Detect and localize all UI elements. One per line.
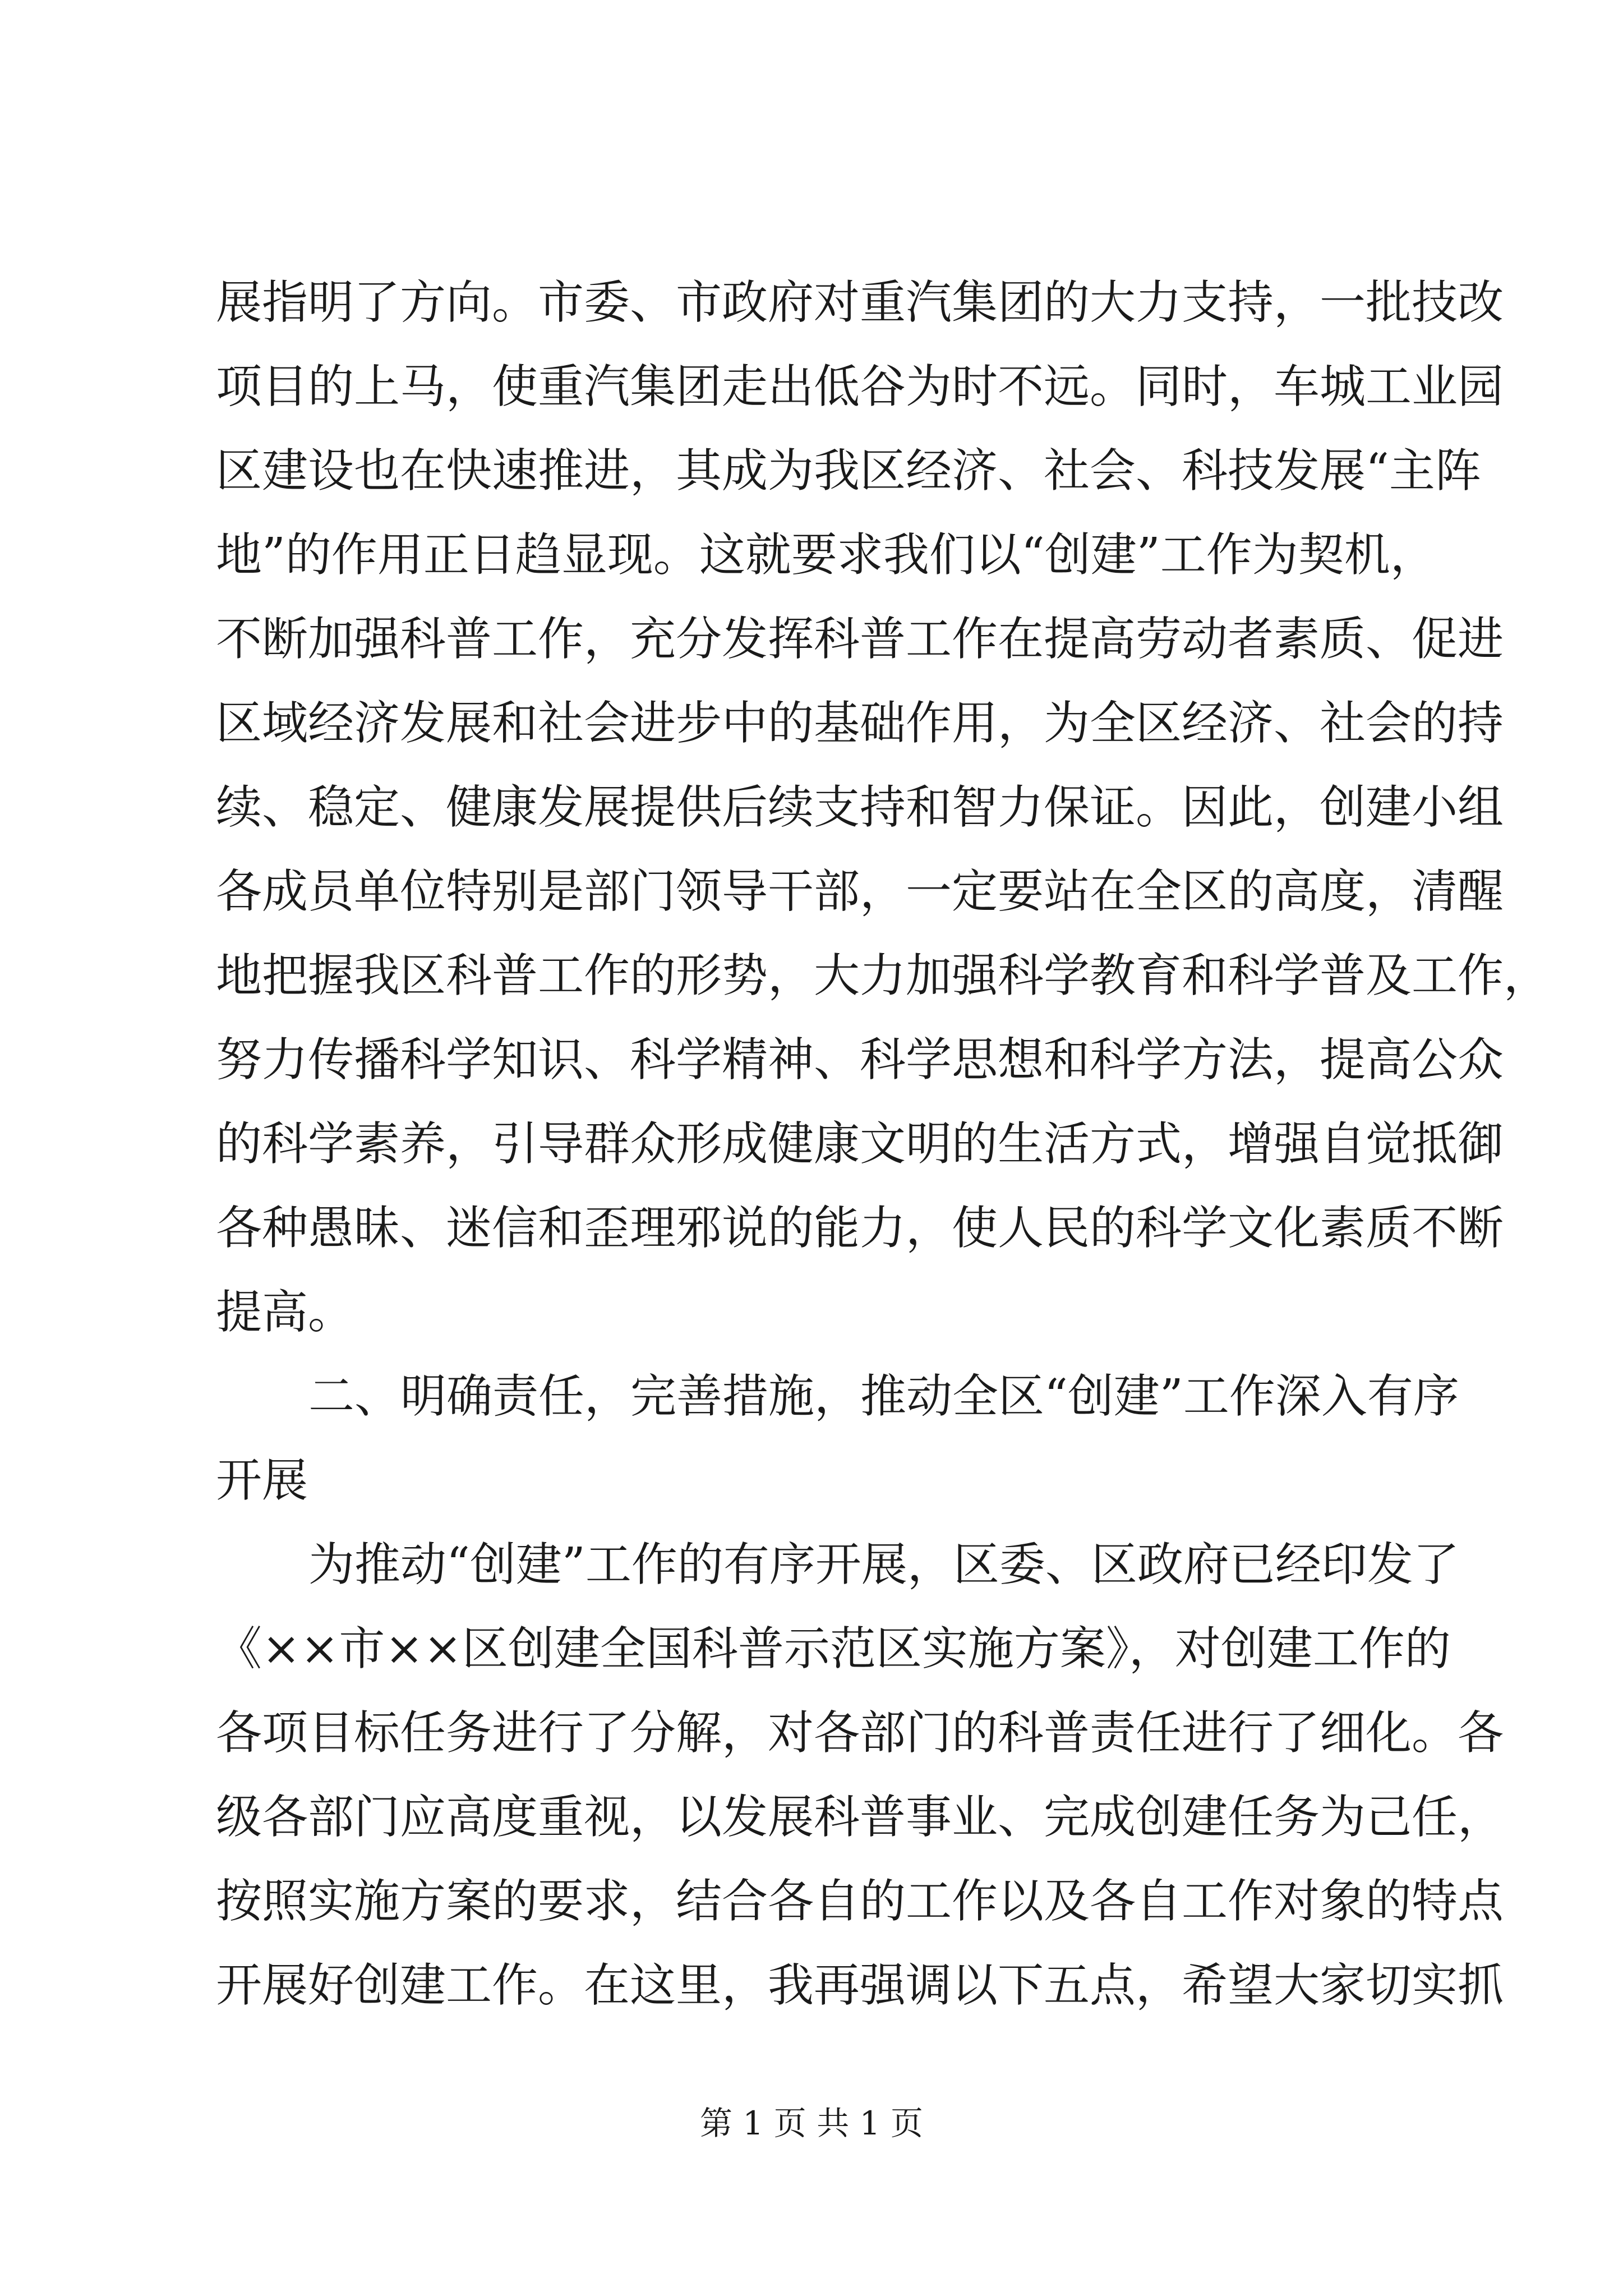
- body-line: 按照实施方案的要求，结合各自的工作以及各自工作对象的特点: [216, 1875, 1504, 1928]
- body-line: 展指明了方向。市委、市政府对重汽集团的大力支持，一批技改: [216, 276, 1504, 329]
- body-line: 区域经济发展和社会进步中的基础作用，为全区经济、社会的持: [216, 697, 1504, 750]
- body-line: 续、稳定、健康发展提供后续支持和智力保证。因此，创建小组: [216, 781, 1504, 834]
- body-line: 的科学素养，引导群众形成健康文明的生活方式，增强自觉抵御: [216, 1117, 1504, 1171]
- body-line: 各成员单位特别是部门领导干部，一定要站在全区的高度，清醒: [216, 865, 1504, 918]
- body-line: 提高。: [216, 1286, 354, 1339]
- page-footer: 第 1 页 共 1 页: [700, 2104, 923, 2142]
- body-line: 区建设也在快速推进，其成为我区经济、社会、科技发展“主阵: [216, 444, 1481, 498]
- body-line: 地把握我区科普工作的形势，大力加强科学教育和科学普及工作，: [216, 949, 1550, 1002]
- body-line: 为推动“创建”工作的有序开展，区委、区政府已经印发了: [308, 1538, 1459, 1591]
- body-line: 地”的作用正日趋显现。这就要求我们以“创建”工作为契机，: [216, 528, 1436, 582]
- body-line: 各种愚昧、迷信和歪理邪说的能力，使人民的科学文化素质不断: [216, 1202, 1504, 1255]
- body-line: 各项目标任务进行了分解，对各部门的科普责任进行了细化。各: [216, 1706, 1504, 1760]
- body-line: 不断加强科普工作，充分发挥科普工作在提高劳动者素质、促进: [216, 613, 1504, 666]
- body-line: 开展好创建工作。在这里，我再强调以下五点，希望大家切实抓: [216, 1959, 1504, 2012]
- section-heading: 开展: [216, 1454, 308, 1507]
- body-line: 项目的上马，使重汽集团走出低谷为时不远。同时，车城工业园: [216, 360, 1504, 413]
- body-line: 《××市××区创建全国科普示范区实施方案》，对创建工作的: [216, 1622, 1451, 1676]
- body-line: 级各部门应高度重视，以发展科普事业、完成创建任务为己任，: [216, 1791, 1504, 1844]
- section-heading: 二、明确责任，完善措施，推动全区“创建”工作深入有序: [308, 1370, 1459, 1423]
- body-line: 努力传播科学知识、科学精神、科学思想和科学方法，提高公众: [216, 1033, 1504, 1087]
